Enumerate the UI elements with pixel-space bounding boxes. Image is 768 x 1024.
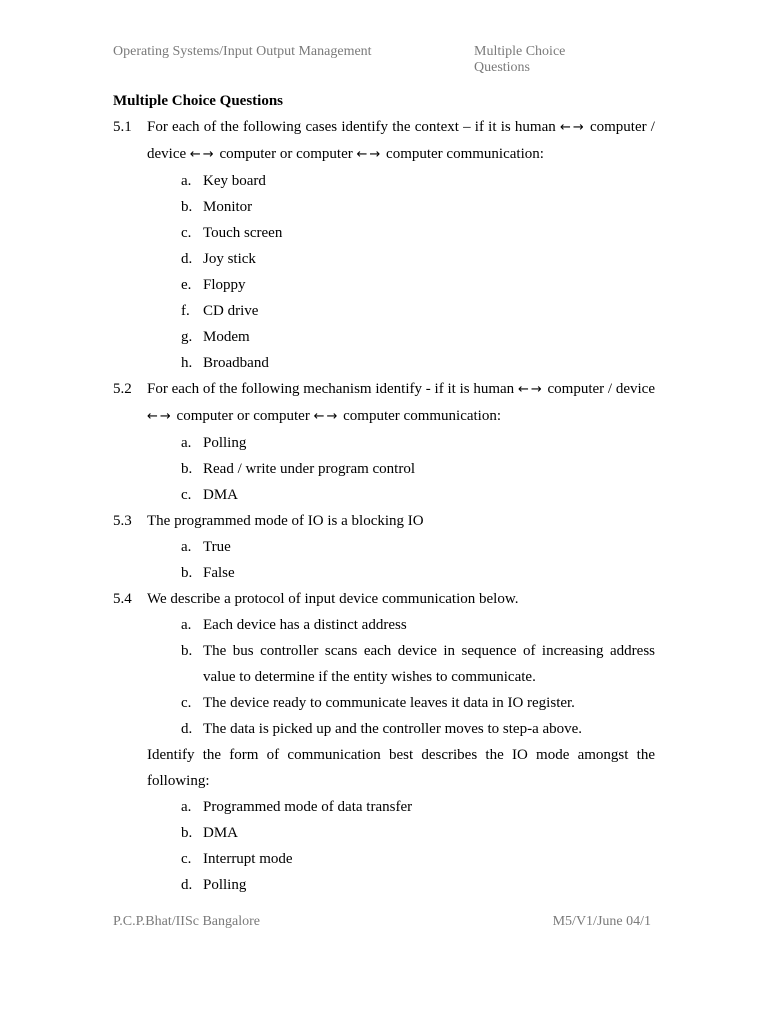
list-item: a. Each device has a distinct address — [181, 617, 407, 633]
list-item: b. DMA — [181, 825, 239, 841]
list-item: a. Key board — [181, 173, 266, 189]
list-item: a. True — [181, 539, 231, 555]
question-text: For each of the following mechanism identify - if it is human ←→ computer / device ←→ computer or computer ←→ computer communication: — [147, 381, 655, 424]
list-item: c. The device ready to communicate leaves it data in IO register. — [181, 695, 575, 711]
header-left: Operating Systems/Input Output Management — [113, 44, 372, 59]
bidirectional-arrow-icon: ←→ — [189, 147, 216, 162]
bidirectional-arrow-icon: ←→ — [313, 409, 340, 424]
list-item: b. The bus controller scans each device in sequence of increasing address value to determine if the entity wishes to communicate. — [181, 643, 655, 685]
options-5-4 — [113, 794, 655, 898]
question-number: 5.1 — [113, 119, 132, 135]
bidirectional-arrow-icon: ←→ — [517, 382, 544, 397]
list-item: a. Polling — [181, 435, 247, 451]
footer-left: P.C.P.Bhat/IISc Bangalore — [113, 914, 260, 929]
footer-right: M5/V1/June 04/1 — [552, 914, 651, 929]
bidirectional-arrow-icon: ←→ — [356, 147, 383, 162]
list-item: g. Modem — [181, 329, 250, 345]
question-followup: Identify the form of communication best describes the IO mode amongst the following: — [147, 747, 655, 789]
question-text: We describe a protocol of input device communication below. — [147, 591, 519, 607]
question-5-4 — [113, 586, 655, 612]
list-item: h. Broadband — [181, 355, 269, 371]
options-5-3 — [113, 534, 655, 586]
options-5-2 — [113, 430, 655, 508]
list-item: c. DMA — [181, 487, 239, 503]
bidirectional-arrow-icon: ←→ — [147, 409, 173, 424]
bidirectional-arrow-icon: ←→ — [559, 120, 586, 135]
list-item: b. Monitor — [181, 199, 253, 215]
options-5-1 — [113, 168, 655, 376]
question-number: 5.4 — [113, 591, 132, 607]
section-title: Multiple Choice Questions — [113, 93, 284, 109]
document-body — [113, 88, 655, 898]
page-footer — [113, 914, 651, 930]
list-item: d. The data is picked up and the controller moves to step-a above. — [181, 721, 583, 737]
list-item: a. Programmed mode of data transfer — [181, 799, 413, 815]
page-header — [113, 44, 623, 75]
question-number: 5.3 — [113, 513, 132, 529]
question-text: The programmed mode of IO is a blocking IO — [147, 513, 424, 529]
list-item: c. Touch screen — [181, 225, 283, 241]
question-text: For each of the following cases identify the context – if it is human ←→ computer / device ←→ computer or computer ←→ computer communication: — [147, 119, 655, 162]
question-5-1 — [113, 114, 655, 168]
list-item: c. Interrupt mode — [181, 851, 293, 867]
list-item: f. CD drive — [181, 303, 259, 319]
question-number: 5.2 — [113, 381, 132, 397]
list-item: d. Joy stick — [181, 251, 256, 267]
list-item: b. Read / write under program control — [181, 461, 416, 477]
question-5-2 — [113, 376, 655, 430]
header-right: Multiple Choice Questions — [474, 44, 566, 75]
list-item: b. False — [181, 565, 235, 581]
list-item: e. Floppy — [181, 277, 246, 293]
steps-5-4 — [113, 612, 655, 742]
list-item: d. Polling — [181, 877, 247, 893]
question-5-3 — [113, 508, 655, 534]
